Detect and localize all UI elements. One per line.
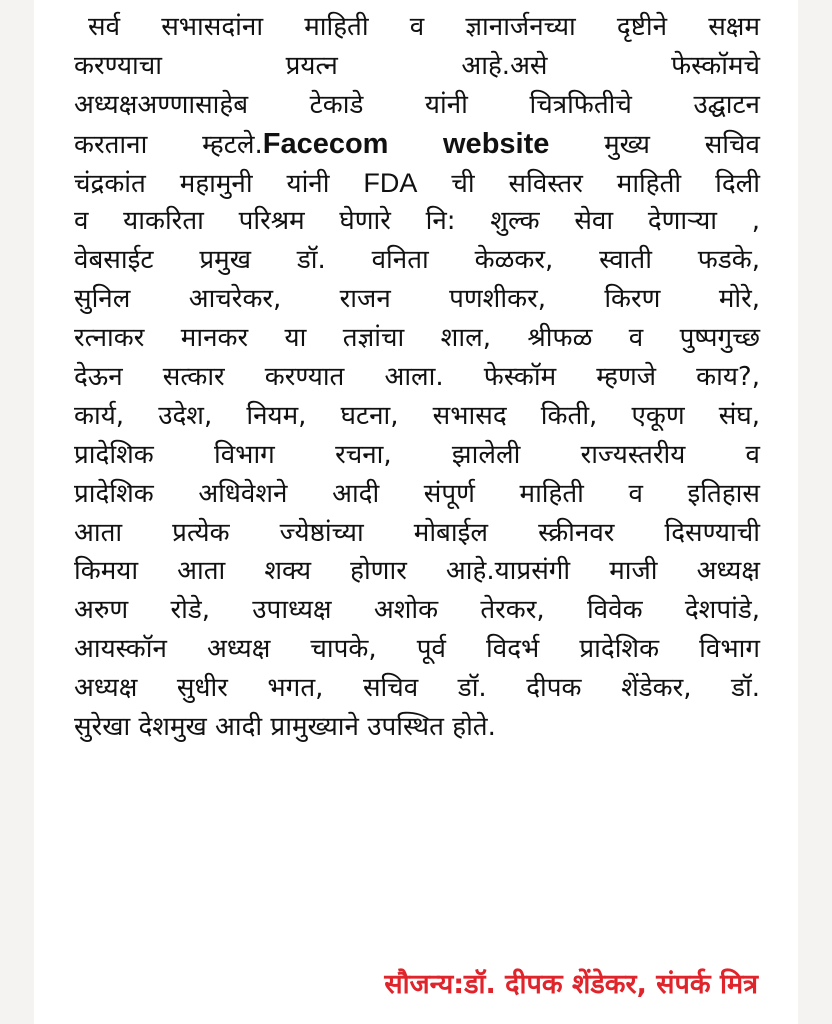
- article-line-mixed: [74, 125, 760, 164]
- left-page-margin: [0, 0, 34, 1024]
- article-line: अरुण रोडे, उपाध्यक्ष अशोक तेरकर, विवेक देशपांडे,: [74, 595, 760, 626]
- article-line: प्रादेशिक अधिवेशने आदी संपूर्ण माहिती व इतिहास: [74, 478, 760, 509]
- article-line: वेबसाईट प्रमुख डॉ. वनिता केळकर, स्वाती फडके,: [74, 245, 760, 276]
- right-page-margin: [798, 0, 832, 1024]
- article-text-segment: ची सविस्तर माहिती दिली: [417, 168, 760, 199]
- article-line: रत्नाकर मानकर या तज्ञांचा शाल, श्रीफळ व पुष्पगुच्छ: [74, 323, 760, 354]
- website-name: Facecom website: [262, 127, 550, 160]
- credit-line: सौजन्य:डॉ. दीपक शेंडेकर, संपर्क मित्र: [384, 969, 758, 1000]
- article-line-mixed: [74, 164, 760, 203]
- fda-abbreviation: FDA: [363, 167, 418, 198]
- article-text-segment: चंद्रकांत महामुनी यांनी: [74, 168, 364, 199]
- article-body: [74, 8, 760, 747]
- article-text-segment: मुख्य सचिव: [549, 129, 760, 160]
- article-line: देऊन सत्कार करण्यात आला. फेस्कॉम म्हणजे काय?,: [74, 362, 760, 393]
- article-line: सुरेखा देशमुख आदी प्रामुख्याने उपस्थित होते.: [74, 712, 496, 743]
- article-line: आयस्कॉन अध्यक्ष चापके, पूर्व विदर्भ प्रादेशिक विभाग: [74, 634, 760, 665]
- article-line: सर्व सभासदांना माहिती व ज्ञानार्जनच्या दृष्टीने सक्षम: [88, 12, 760, 42]
- article-line: कार्य, उदेश, नियम, घटना, सभासद किती, एकूण संघ,: [74, 400, 760, 431]
- article-line: सुनिल आचरेकर, राजन पणशीकर, किरण मोरे,: [74, 284, 760, 315]
- article-text-segment: करताना म्हटले.: [74, 129, 263, 160]
- article-line: व याकरिता परिश्रम घेणारे नि: शुल्क सेवा देणाऱ्या ,: [74, 206, 760, 237]
- article-line: आता प्रत्येक ज्येष्ठांच्या मोबाईल स्क्रीनवर दिसण्याची: [74, 517, 760, 548]
- article-line: किमया आता शक्य होणार आहे.याप्रसंगी माजी अध्यक्ष: [74, 556, 760, 587]
- article-line: करण्याचा प्रयत्न आहे.असे फेस्कॉमचे: [74, 50, 760, 81]
- article-line: अध्यक्ष सुधीर भगत, सचिव डॉ. दीपक शेंडेकर, डॉ.: [74, 673, 760, 704]
- article-line: प्रादेशिक विभाग रचना, झालेली राज्यस्तरीय व: [74, 439, 760, 470]
- article-line: अध्यक्षअण्णासाहेब टेकाडे यांनी चित्रफितीचे उद्घाटन: [74, 89, 760, 120]
